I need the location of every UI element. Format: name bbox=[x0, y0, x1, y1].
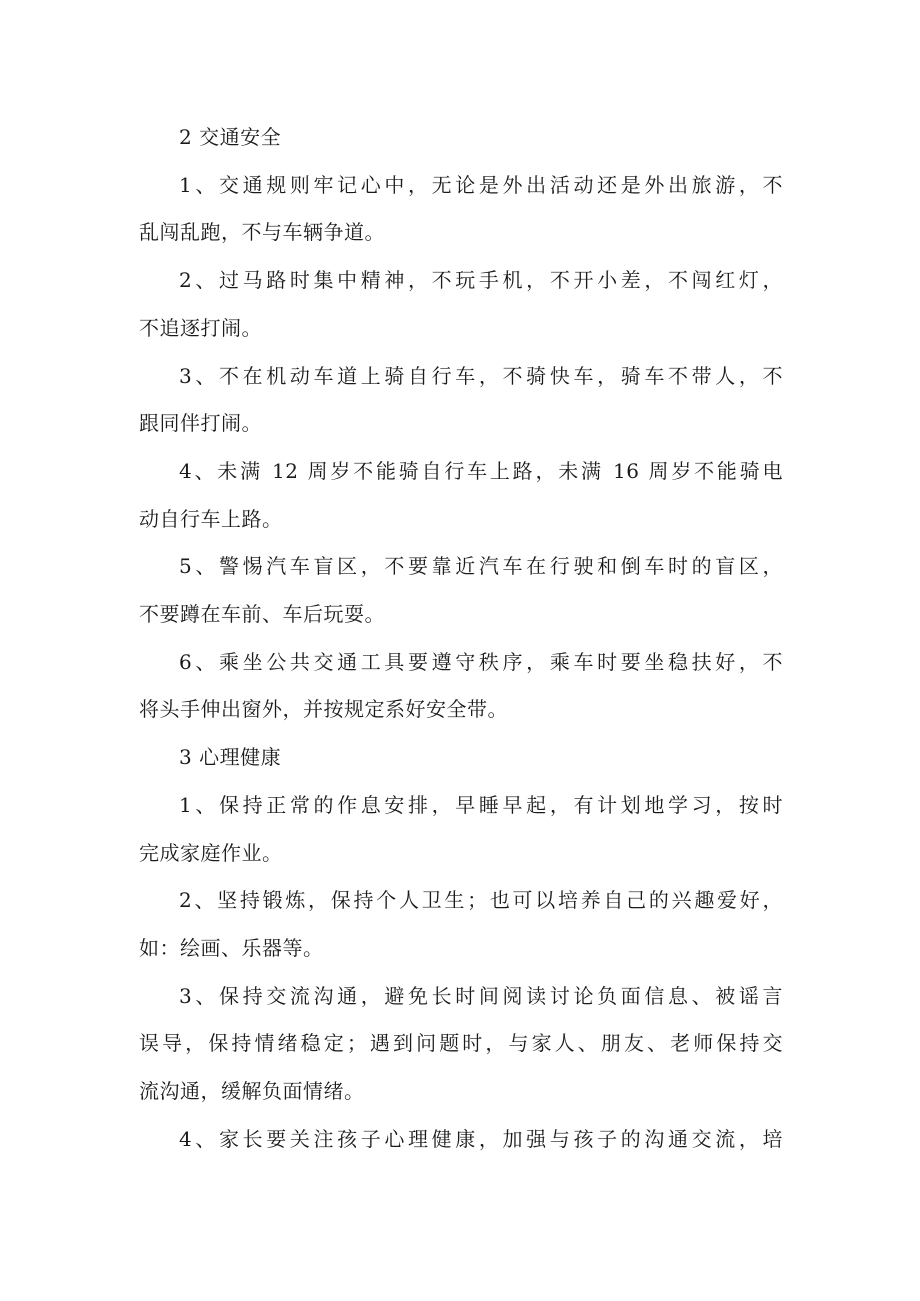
paragraph-traffic-2 bbox=[139, 257, 783, 352]
paragraph-mental-3 bbox=[139, 973, 783, 1116]
paragraph-traffic-3 bbox=[139, 353, 783, 448]
paragraph-line: 4、未满 12 周岁不能骑自行车上路，未满 16 周岁不能骑电 bbox=[179, 458, 783, 483]
paragraph-line: 6、乘坐公共交通工具要遵守秩序，乘车时要坐稳扶好，不 bbox=[179, 649, 783, 674]
paragraph-line: 将头手伸出窗外，并按规定系好安全带。 bbox=[139, 697, 508, 722]
paragraph-traffic-6 bbox=[139, 639, 783, 734]
paragraph-line: 2、过马路时集中精神，不玩手机，不开小差，不闯红灯， bbox=[179, 268, 783, 293]
paragraph-line: 1、交通规则牢记心中，无论是外出活动还是外出旅游，不 bbox=[179, 172, 783, 197]
paragraph-line: 2、坚持锻炼，保持个人卫生；也可以培养自己的兴趣爱好， bbox=[179, 888, 783, 913]
paragraph-line: 乱闯乱跑，不与车辆争道。 bbox=[139, 220, 385, 245]
paragraph-mental-2 bbox=[139, 877, 783, 972]
paragraph-line: 误导，保持情绪稳定；遇到问题时，与家人、朋友、老师保持交 bbox=[139, 1031, 783, 1056]
paragraph-line: 动自行车上路。 bbox=[139, 506, 283, 531]
paragraph-line: 5、警惕汽车盲区，不要靠近汽车在行驶和倒车时的盲区， bbox=[179, 554, 783, 579]
paragraph-line: 3、保持交流沟通，避免长时间阅读讨论负面信息、被谣言 bbox=[179, 983, 783, 1008]
paragraph-line: 流沟通，缓解负面情绪。 bbox=[139, 1079, 365, 1104]
paragraph-line: 完成家庭作业。 bbox=[139, 840, 283, 865]
paragraph-line: 不要蹲在车前、车后玩耍。 bbox=[139, 602, 385, 627]
section-heading-mental-health: 3 心理健康 bbox=[179, 745, 282, 770]
paragraph-line: 3、不在机动车道上骑自行车，不骑快车，骑车不带人，不 bbox=[179, 363, 783, 388]
paragraph-traffic-5 bbox=[139, 543, 783, 638]
document-body bbox=[139, 114, 783, 1163]
paragraph-traffic-1 bbox=[139, 162, 783, 257]
paragraph-line: 4、家长要关注孩子心理健康，加强与孩子的沟通交流，培 bbox=[179, 1126, 783, 1151]
paragraph-line: 不追逐打闹。 bbox=[139, 315, 262, 340]
paragraph-line: 如：绘画、乐器等。 bbox=[139, 935, 324, 960]
paragraph-line: 1、保持正常的作息安排，早睡早起，有计划地学习，按时 bbox=[179, 792, 783, 817]
section-heading-traffic-safety: 2 交通安全 bbox=[179, 125, 282, 149]
paragraph-mental-4 bbox=[139, 1116, 783, 1164]
paragraph-traffic-4 bbox=[139, 448, 783, 543]
paragraph-mental-1 bbox=[139, 782, 783, 877]
paragraph-line: 跟同伴打闹。 bbox=[139, 411, 262, 436]
